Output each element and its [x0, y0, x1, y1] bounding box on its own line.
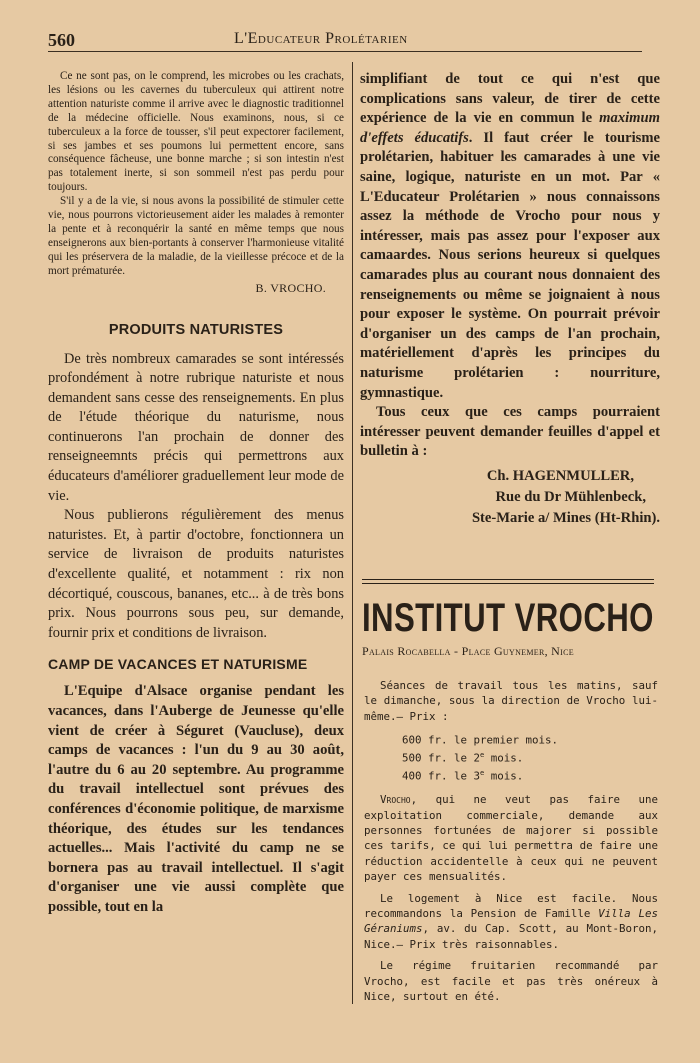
- paragraph: De très nombreux camarades se sont intéressés profondément à notre rubrique naturiste et nous demandent sans cesse des renseignements. En plus de l'étude théorique du naturisme, nous continuerons l'an prochain de donner des renseigneemnts précis qui permettrons aux éducateurs d'améliorer graduellement leur mode de vie.: [48, 350, 344, 504]
- contact-address: [360, 466, 660, 529]
- ad-body: [364, 678, 658, 1005]
- emphasis: Villa Les Géraniums: [364, 907, 658, 936]
- left-column: [48, 70, 344, 918]
- ad-top-rule: [362, 579, 654, 580]
- products-section: [48, 350, 344, 644]
- price-row: 600 fr. le premier mois.: [402, 733, 559, 747]
- right-column: [360, 70, 660, 529]
- text-run: . Il faut créer le tourisme prolétarien, habituer les camarades à une vie saine, logique, naturiste en un mot. Par « L'Educateur Prolétarien » nous connaissons assez la méthode de Vrocho pour nous y intéresser, mais pas assez pour l'exposer aux camaardes. Nous serions heureux si quelques camarades plus au courant nous donnaient des renseignements ou même se joignaient à nous pour exposer le système. On pourrait prévoir d'organiser un des camps de l'an prochain, matériellement d'après les principes du naturisme prolétarien : nourriture, gymnastique.: [360, 129, 660, 401]
- text-run: simplifiant de tout ce qui n'est que complications sans valeur, de tirer de cette expérience de la vie en commun le: [360, 71, 660, 127]
- running-title: L'Educateur Prolétarien: [234, 30, 408, 47]
- price-row: 500 fr. le 2e mois.: [402, 751, 524, 765]
- camp-section-continued: [360, 70, 660, 462]
- address-line: Rue du Dr Mühlenbeck,: [495, 488, 646, 505]
- article-conclusion: [48, 70, 344, 296]
- signature: B. VROCHO.: [255, 280, 326, 295]
- paragraph: L'Equipe d'Alsace organise pendant les vacances, dans l'Auberge de Jeunesse qu'elle vient de créer à Séguret (Vaucluse), deux camps de vacances : l'un du 9 au 30 août, l'autre du 6 au 20 septembre. Au programme du travail intellectuel sont prévues des conférences d'économie politique, de marxisme théorique, des études sur les tendances actuelles... Mais l'activité du camp ne se bornera pas au travail intellectuel. Il s'agit d'organiser une vie aussi complète que possible, tout en la: [48, 683, 344, 915]
- ad-title: INSTITUT VROCHO: [362, 596, 654, 640]
- camp-section: [48, 682, 344, 917]
- address-line: Ch. HAGENMULLER,: [486, 467, 634, 484]
- ad-top-rule: [362, 583, 654, 584]
- text-run: , av. du Cap. Scott, au Mont-Boron, Nice.— Prix très raisonnables.: [364, 922, 658, 951]
- paragraph: Le régime fruitarien recommandé par Vrocho, est facile et pas très onéreux à Nice, surtout en été.: [364, 959, 658, 1004]
- paragraph: Séances de travail tous les matins, sauf le dimanche, sous la direction de Vrocho lui-même.— Prix :: [364, 679, 658, 723]
- column-divider: [352, 62, 353, 1004]
- paragraph: [360, 70, 660, 403]
- text-run: Le logement à Nice est facile. Nous recommandons la Pension de Famille: [364, 891, 658, 921]
- section-heading: PRODUITS NATURISTES: [108, 321, 284, 338]
- name: Vrocho: [380, 793, 411, 807]
- ad-subtitle: Palais Rocabella - Place Guynemer, Nice: [362, 644, 574, 658]
- price-list: [364, 730, 658, 784]
- price-row: 400 fr. le 3e mois.: [402, 769, 524, 783]
- paragraph: Nous publierons régulièrement des menus naturistes. Et, à partir d'octobre, fonctionnera un service de livraison de produits naturistes d'excellente qualité, et notamment : rix non décortiqué, couscous, bananes, etc... à de très bons prix. Nous pourrons sous peu, sur demande, fournir prix et conditions de livraison.: [48, 507, 344, 641]
- page-number: 560: [48, 30, 75, 50]
- paragraph: [364, 792, 658, 884]
- section-heading: CAMP DE VACANCES ET NATURISME: [48, 656, 308, 673]
- paragraph: S'il y a de la vie, si nous avons la possibilité de stimuler cette vie, nous pourrons victorieusement aider les malades à remonter la pente et à reconquérir la santé en même temps que nous enseignerons aux bien-portants à conserver l'harmonieuse vitalité qui les préservera de la maladie, de la vieillesse précoce et de la mort prématurée.: [48, 195, 344, 277]
- paragraph: [364, 891, 658, 953]
- paragraph: Tous ceux que ces camps pourraient intéresser peuvent demander feuilles d'appel et bulletin à :: [360, 404, 660, 460]
- paragraph: Ce ne sont pas, on le comprend, les microbes ou les crachats, les lésions ou les cavernes du tuberculeux qui attirent notre attention naturiste comme il arrive avec le diagnostic traditionnel de la médecine officielle. Nous examinons, nous, si ce tuberculeux a la force de tousser, s'il peut expectorer facilement, si ses jambes et ses poumons lui permettent encore, sans conséquence fâcheuse, une bonne marche ; si son intestin n'est pas totalement inerte, si son sommeil n'est pas perdu pour toujours.: [48, 70, 344, 194]
- header-rule: [48, 51, 642, 52]
- text-run: , qui ne veut pas faire une exploitation commerciale, demande aux personnes fortunées de majorer si possible ces tarifs, ce qui lui permettra de faire une réduction accidentelle à ceux qui ne peuvent payer ces mensualités.: [364, 793, 658, 884]
- emphasis: maximum d'effets éducatifs: [360, 110, 660, 146]
- address-line: Ste-Marie a/ Mines (Ht-Rhin).: [471, 509, 660, 526]
